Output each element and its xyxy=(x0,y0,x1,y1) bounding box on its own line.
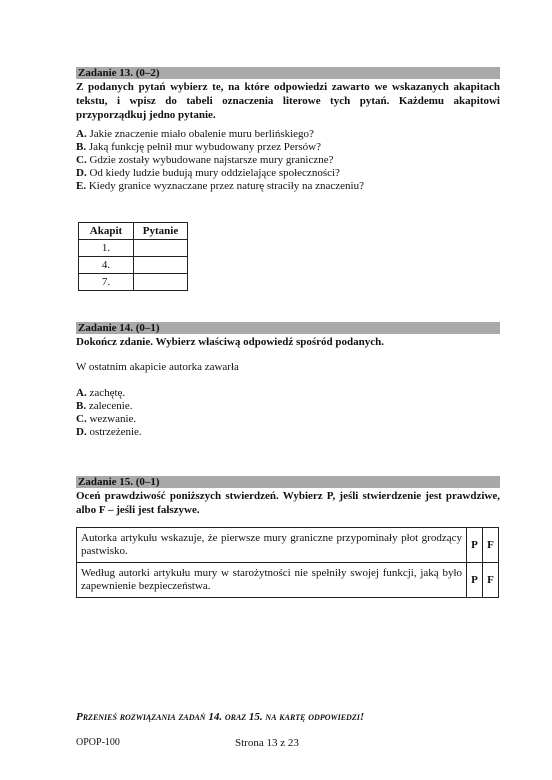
task-14-stem: W ostatnim akapicie autorka zawarła xyxy=(76,361,239,373)
task-13-instruction: Z podanych pytań wybierz te, na które odpowiedzi zawarto we wskazanych akapitach tekstu, i wpisz do tabeli oznaczenia literowe tych pytań. Każdemu akapitowi przyporządkuj jedno pytanie. xyxy=(76,81,500,121)
task-13-option-c: C. Gdzie zostały wybudowane najstarsze mury graniczne? xyxy=(76,154,334,166)
column-header-pytanie: Pytanie xyxy=(134,223,188,240)
task-14-option-a[interactable]: A. zachętę. xyxy=(76,387,126,399)
task-15-true-false-table xyxy=(76,527,499,598)
task-14-instruction: Dokończ zdanie. Wybierz właściwą odpowiedź spośród podanych. xyxy=(76,336,385,348)
task-15-header: Zadanie 15. (0–1) xyxy=(76,476,500,488)
table-row xyxy=(77,528,499,563)
table-row xyxy=(77,563,499,598)
table-row xyxy=(79,257,188,274)
statement-text: Według autorki artykułu mury w starożytności nie spełniły swojej funkcji, jaką było zapewnienie bezpieczeństwa. xyxy=(77,563,467,598)
task-13-header: Zadanie 13. (0–2) xyxy=(76,67,500,79)
task-14-option-b[interactable]: B. zalecenie. xyxy=(76,400,133,412)
task-13-option-d: D. Od kiedy ludzie budują mury oddzielające społeczności? xyxy=(76,167,340,179)
task-14-option-d[interactable]: D. ostrzeżenie. xyxy=(76,426,142,438)
true-option[interactable]: P xyxy=(467,563,483,598)
false-option[interactable]: F xyxy=(483,528,499,563)
table-row xyxy=(79,274,188,291)
task-13-option-a: A. Jakie znaczenie miało obalenie muru berlińskiego? xyxy=(76,128,314,140)
task-14-option-c[interactable]: C. wezwanie. xyxy=(76,413,137,425)
exam-code: OPOP-100 xyxy=(76,737,120,748)
transfer-note: Przenieś rozwiązania zadań 14. oraz 15. na kartę odpowiedzi! xyxy=(76,711,365,723)
task-14-header: Zadanie 14. (0–1) xyxy=(76,322,500,334)
pytanie-answer-cell[interactable] xyxy=(134,257,188,274)
statement-text: Autorka artykułu wskazuje, że pierwsze mury graniczne przypominały płot grodzący pastwisko. xyxy=(77,528,467,563)
false-option[interactable]: F xyxy=(483,563,499,598)
akapit-cell: 4. xyxy=(79,257,134,274)
task-15-instruction: Oceń prawdziwość poniższych stwierdzeń. Wybierz P, jeśli stwierdzenie jest prawdziwe, albo F – jeśli jest fałszywe. xyxy=(76,490,500,516)
true-option[interactable]: P xyxy=(467,528,483,563)
table-header-row xyxy=(79,223,188,240)
pytanie-answer-cell[interactable] xyxy=(134,240,188,257)
pytanie-answer-cell[interactable] xyxy=(134,274,188,291)
task-13-answer-table xyxy=(78,222,188,291)
akapit-cell: 7. xyxy=(79,274,134,291)
task-13-option-e: E. Kiedy granice wyznaczane przez naturę straciły na znaczeniu? xyxy=(76,180,364,192)
task-13-option-b: B. Jaką funkcję pełnił mur wybudowany przez Persów? xyxy=(76,141,321,153)
column-header-akapit: Akapit xyxy=(79,223,134,240)
page-number: Strona 13 z 23 xyxy=(235,737,299,749)
table-row xyxy=(79,240,188,257)
akapit-cell: 1. xyxy=(79,240,134,257)
